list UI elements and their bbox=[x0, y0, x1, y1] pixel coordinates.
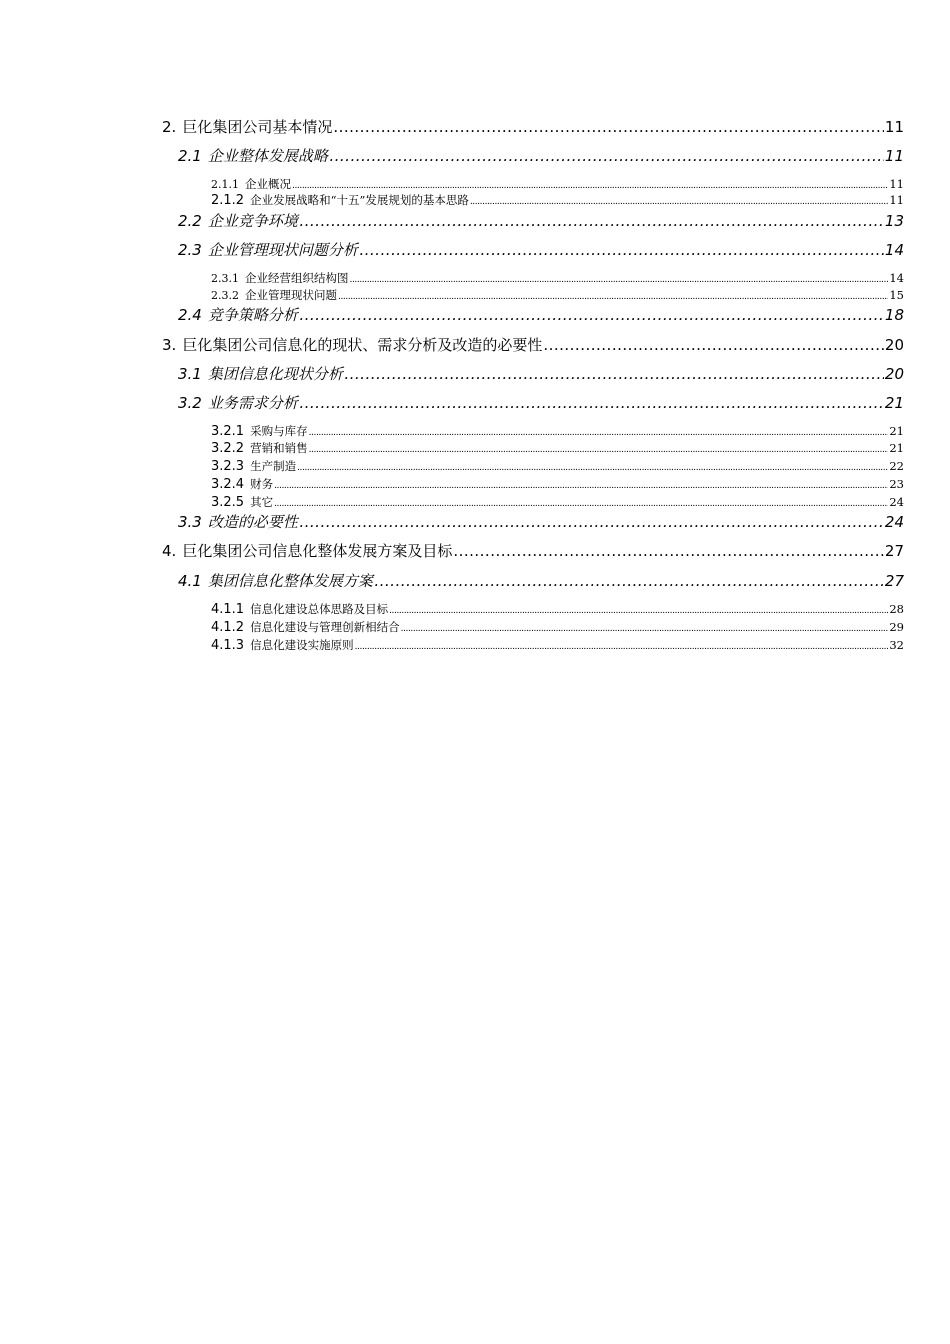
toc-leader-dots bbox=[543, 336, 884, 354]
toc-entry-number: 2.3 bbox=[178, 241, 202, 259]
toc-leader-dots bbox=[274, 481, 888, 491]
toc-entry-title: 营销和销售 bbox=[250, 441, 308, 455]
toc-entry-level3[interactable] bbox=[211, 176, 904, 192]
toc-entry-title: 信息化建设实施原则 bbox=[250, 638, 354, 652]
toc-leader-dots bbox=[292, 181, 888, 191]
toc-entry-level2[interactable] bbox=[178, 145, 904, 165]
toc-entry-number: 3.2.3 bbox=[211, 459, 245, 474]
toc-entry-level3[interactable] bbox=[211, 601, 904, 617]
toc-entry-page: 23 bbox=[889, 477, 904, 491]
toc-entry-level2[interactable] bbox=[178, 570, 904, 590]
toc-entry-page: 27 bbox=[884, 572, 904, 590]
toc-entry-level3[interactable] bbox=[211, 458, 904, 474]
toc-entry-page: 14 bbox=[884, 241, 904, 259]
toc-entry-number: 2.1 bbox=[178, 147, 202, 165]
toc-entry-page: 21 bbox=[884, 394, 904, 412]
toc-entry-page: 11 bbox=[884, 118, 904, 136]
toc-entry-number: 2.1.1 bbox=[211, 178, 239, 191]
toc-entry-page: 11 bbox=[889, 193, 904, 207]
toc-entry-level3[interactable] bbox=[211, 423, 904, 439]
toc-entry-page: 27 bbox=[884, 542, 904, 560]
toc-entry-level3[interactable] bbox=[211, 192, 904, 208]
toc-entry-number: 4.1 bbox=[178, 572, 202, 590]
toc-entry-page: 24 bbox=[884, 513, 904, 531]
toc-entry-title: 竞争策略分析 bbox=[207, 306, 298, 324]
toc-leader-dots bbox=[359, 241, 884, 259]
toc-leader-dots bbox=[299, 212, 884, 230]
toc-entry-page: 14 bbox=[889, 271, 904, 285]
toc-entry-level3[interactable] bbox=[211, 476, 904, 492]
toc-entry-number: 3.2.1 bbox=[211, 424, 245, 439]
toc-entry-level3[interactable] bbox=[211, 287, 904, 303]
toc-entry-number: 2. bbox=[162, 118, 177, 136]
toc-entry-title: 巨化集团公司基本情况 bbox=[182, 118, 333, 136]
toc-entry-title: 信息化建设总体思路及目标 bbox=[250, 602, 389, 616]
toc-entry-page: 21 bbox=[889, 424, 904, 438]
toc-entry-level1[interactable] bbox=[162, 334, 904, 354]
toc-entry-number: 4.1.1 bbox=[211, 602, 245, 617]
toc-entry-title: 业务需求分析 bbox=[207, 394, 298, 412]
toc-entry-title: 企业整体发展战略 bbox=[207, 147, 328, 165]
toc-entry-page: 11 bbox=[889, 177, 904, 191]
toc-entry-level2[interactable] bbox=[178, 210, 904, 230]
toc-entry-title: 改造的必要性 bbox=[207, 513, 298, 531]
toc-entry-level2[interactable] bbox=[178, 363, 904, 383]
toc-entry-number: 4.1.3 bbox=[211, 638, 245, 653]
toc-entry-page: 24 bbox=[889, 495, 904, 509]
toc-entry-number: 2.4 bbox=[178, 306, 202, 324]
toc-entry-title: 巨化集团公司信息化整体发展方案及目标 bbox=[182, 542, 453, 560]
toc-leader-dots bbox=[355, 642, 889, 652]
toc-entry-number: 2.2 bbox=[178, 212, 202, 230]
toc-leader-dots bbox=[401, 624, 889, 634]
toc-entry-number: 4. bbox=[162, 542, 177, 560]
toc-entry-level2[interactable] bbox=[178, 511, 904, 531]
toc-entry-level2[interactable] bbox=[178, 239, 904, 259]
toc-leader-dots bbox=[333, 118, 884, 136]
toc-leader-dots bbox=[309, 428, 889, 438]
toc-entry-page: 21 bbox=[889, 441, 904, 455]
toc-leader-dots bbox=[299, 306, 884, 324]
toc-entry-title: 企业管理现状问题分析 bbox=[207, 241, 358, 259]
toc-entry-level1[interactable] bbox=[162, 116, 904, 136]
toc-leader-dots bbox=[299, 394, 884, 412]
toc-entry-number: 3.1 bbox=[178, 365, 202, 383]
toc-entry-number: 3.3 bbox=[178, 513, 202, 531]
toc-leader-dots bbox=[374, 572, 884, 590]
toc-entry-level2[interactable] bbox=[178, 304, 904, 324]
toc-entry-page: 15 bbox=[889, 288, 904, 302]
toc-entry-number: 3.2.5 bbox=[211, 495, 245, 510]
toc-entry-title: 集团信息化现状分析 bbox=[207, 365, 343, 383]
toc-leader-dots bbox=[309, 445, 889, 455]
toc-leader-dots bbox=[274, 499, 888, 509]
toc-entry-page: 18 bbox=[884, 306, 904, 324]
toc-entry-title: 财务 bbox=[250, 477, 274, 491]
toc-entry-number: 3.2 bbox=[178, 394, 202, 412]
toc-entry-title: 企业发展战略和“十五”发展规划的基本思路 bbox=[250, 193, 469, 207]
toc-entry-page: 32 bbox=[889, 638, 904, 652]
toc-entry-number: 3. bbox=[162, 336, 177, 354]
toc-entry-title: 集团信息化整体发展方案 bbox=[207, 572, 373, 590]
toc-entry-number: 3.2.2 bbox=[211, 441, 245, 456]
toc-entry-number: 3.2.4 bbox=[211, 477, 245, 492]
toc-entry-number: 2.3.2 bbox=[211, 289, 239, 302]
toc-leader-dots bbox=[338, 292, 888, 302]
toc-entry-level1[interactable] bbox=[162, 540, 904, 560]
toc-leader-dots bbox=[329, 147, 884, 165]
toc-leader-dots bbox=[389, 606, 888, 616]
toc-entry-page: 22 bbox=[889, 459, 904, 473]
toc-leader-dots bbox=[297, 463, 888, 473]
toc-entry-title: 企业经营组织结构图 bbox=[245, 271, 349, 285]
toc-entry-title: 采购与库存 bbox=[250, 424, 308, 438]
toc-leader-dots bbox=[350, 275, 889, 285]
toc-leader-dots bbox=[299, 513, 884, 531]
toc-entry-title: 其它 bbox=[250, 495, 274, 509]
toc-leader-dots bbox=[453, 542, 884, 560]
toc-entry-level3[interactable] bbox=[211, 619, 904, 635]
toc-entry-title: 企业概况 bbox=[245, 177, 291, 191]
toc-entry-page: 28 bbox=[889, 602, 904, 616]
toc-entry-level3[interactable] bbox=[211, 637, 904, 653]
toc-entry-level3[interactable] bbox=[211, 270, 904, 286]
toc-entry-title: 企业竞争环境 bbox=[207, 212, 298, 230]
toc-entry-title: 巨化集团公司信息化的现状、需求分析及改造的必要性 bbox=[182, 336, 543, 354]
toc-entry-number: 2.3.1 bbox=[211, 272, 239, 285]
toc-entry-page: 13 bbox=[884, 212, 904, 230]
toc-entry-level2[interactable] bbox=[178, 392, 904, 412]
toc-entry-page: 20 bbox=[884, 336, 904, 354]
toc-entry-page: 11 bbox=[884, 147, 904, 165]
toc-entry-level3[interactable] bbox=[211, 494, 904, 510]
toc-entry-level3[interactable] bbox=[211, 440, 904, 456]
toc-entry-title: 企业管理现状问题 bbox=[245, 288, 337, 302]
toc-leader-dots bbox=[470, 197, 889, 207]
toc-entry-page: 29 bbox=[889, 620, 904, 634]
toc-leader-dots bbox=[344, 365, 884, 383]
toc-entry-number: 4.1.2 bbox=[211, 620, 245, 635]
toc-entry-title: 生产制造 bbox=[250, 459, 297, 473]
toc-entry-number: 2.1.2 bbox=[211, 193, 245, 208]
toc-entry-title: 信息化建设与管理创新相结合 bbox=[250, 620, 400, 634]
toc-entry-page: 20 bbox=[884, 365, 904, 383]
